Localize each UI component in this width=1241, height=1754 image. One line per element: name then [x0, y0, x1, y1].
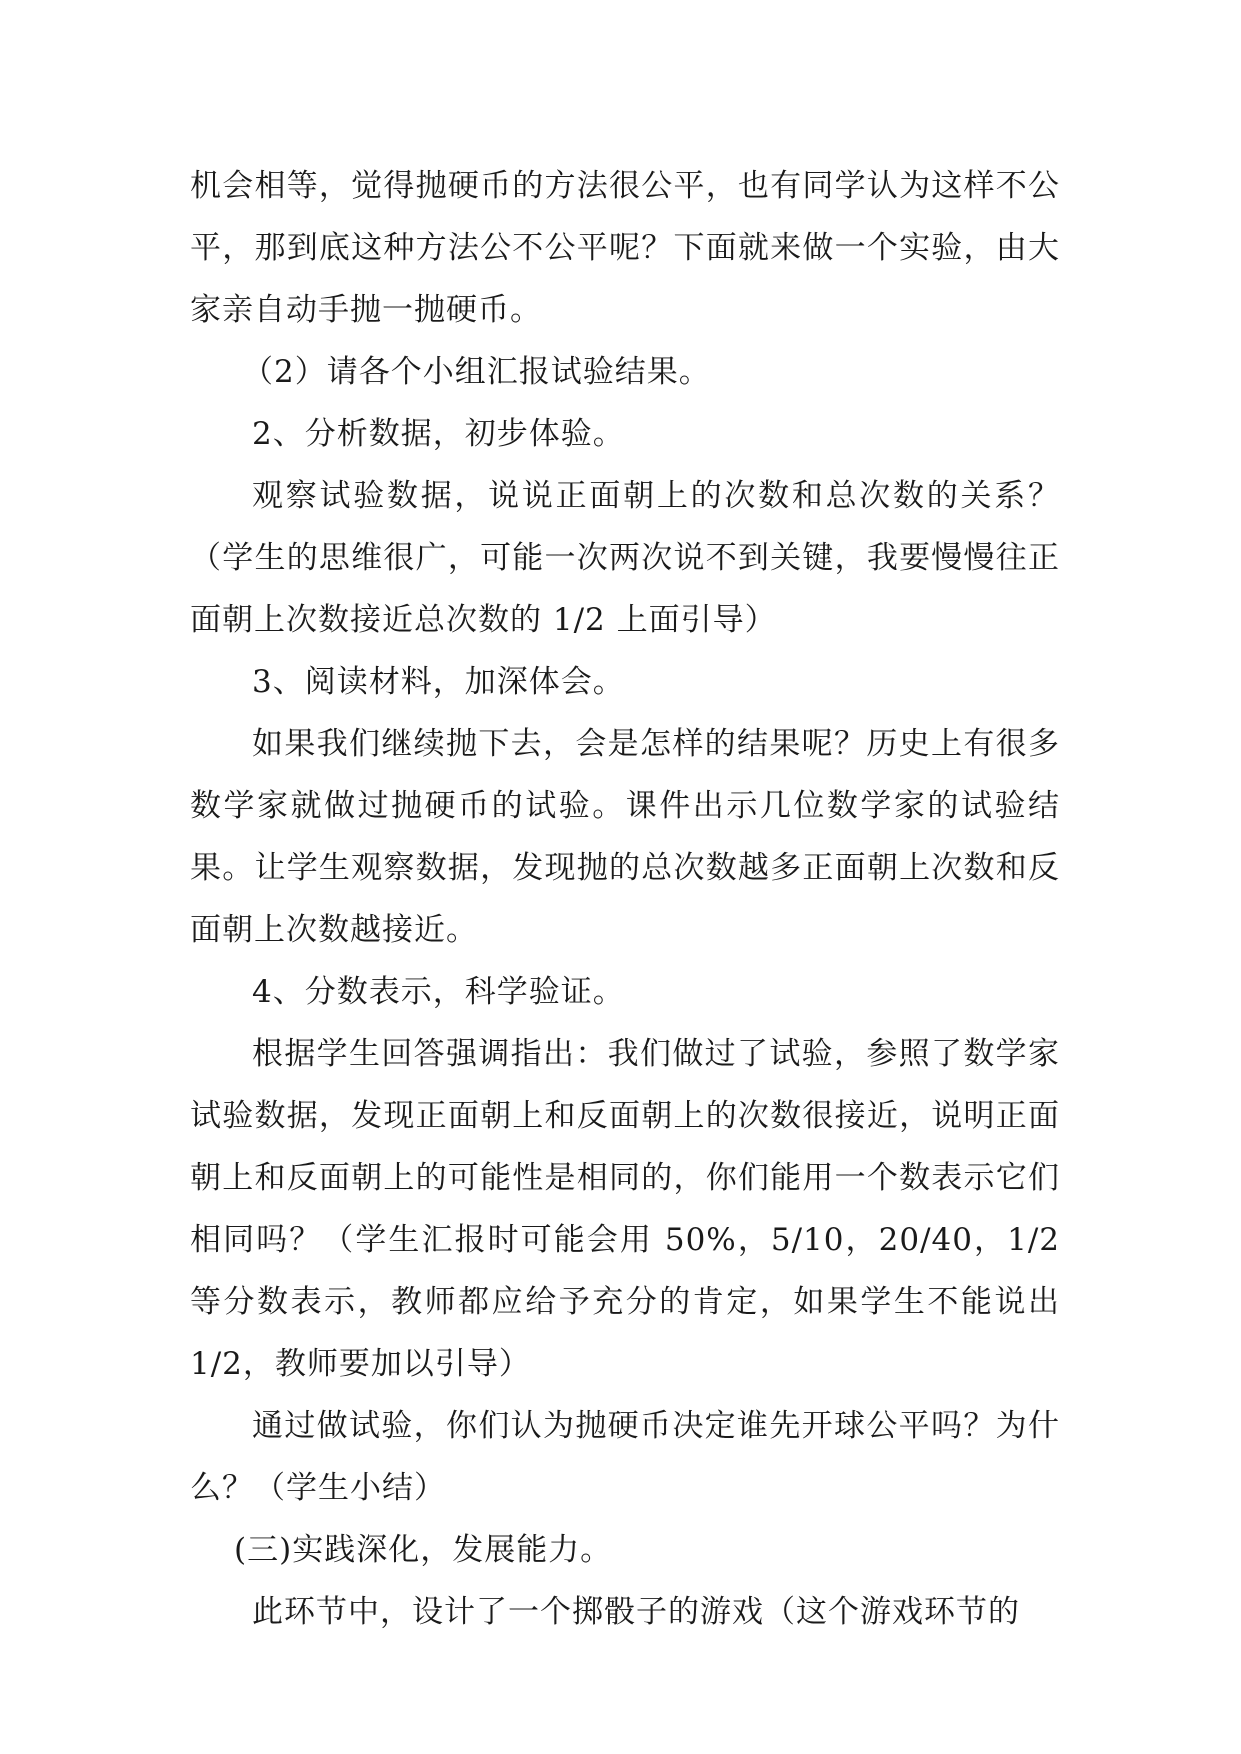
- paragraph-group-report: （2）请各个小组汇报试验结果。: [242, 354, 711, 390]
- heading-practice: (三)实践深化，发展能力。: [234, 1532, 613, 1568]
- document-body: [190, 155, 1060, 1643]
- paragraph-observe-data: 观察试验数据，说说正面朝上的次数和总次数的关系？（学生的思维很广，可能一次两次说不到关键，我要慢慢往正面朝上次数接近总次数的 1/2 上面引导）: [190, 478, 1060, 638]
- heading-fraction: 4、分数表示，科学验证。: [252, 974, 625, 1010]
- paragraph-fairness-question: 通过做试验，你们认为抛硬币决定谁先开球公平吗？为什么？（学生小结）: [190, 1408, 1060, 1506]
- paragraph-continuation: 机会相等，觉得抛硬币的方法很公平，也有同学认为这样不公平，那到底这种方法公不公平呢？下面就来做一个实验，由大家亲自动手抛一抛硬币。: [190, 168, 1060, 328]
- paragraph-dice-game: 此环节中，设计了一个掷骰子的游戏（这个游戏环节的: [252, 1594, 1020, 1630]
- paragraph-continue-toss: 如果我们继续抛下去，会是怎样的结果呢？历史上有很多数学家就做过抛硬币的试验。课件出示几位数学家的试验结果。让学生观察数据，发现抛的总次数越多正面朝上次数和反面朝上次数越接近。: [190, 726, 1060, 948]
- heading-analyze-data: 2、分析数据，初步体验。: [252, 416, 625, 452]
- heading-read-material: 3、阅读材料，加深体会。: [252, 664, 625, 700]
- paragraph-fraction-explain: 根据学生回答强调指出：我们做过了试验，参照了数学家试验数据，发现正面朝上和反面朝上的次数很接近，说明正面朝上和反面朝上的可能性是相同的，你们能用一个数表示它们相同吗？（学生汇报时可能会用 50%，5/10，20/40，1/2 等分数表示，教师都应给予充分的肯定，如果学生不能说出 1/2，教师要加以引导）: [190, 1036, 1060, 1382]
